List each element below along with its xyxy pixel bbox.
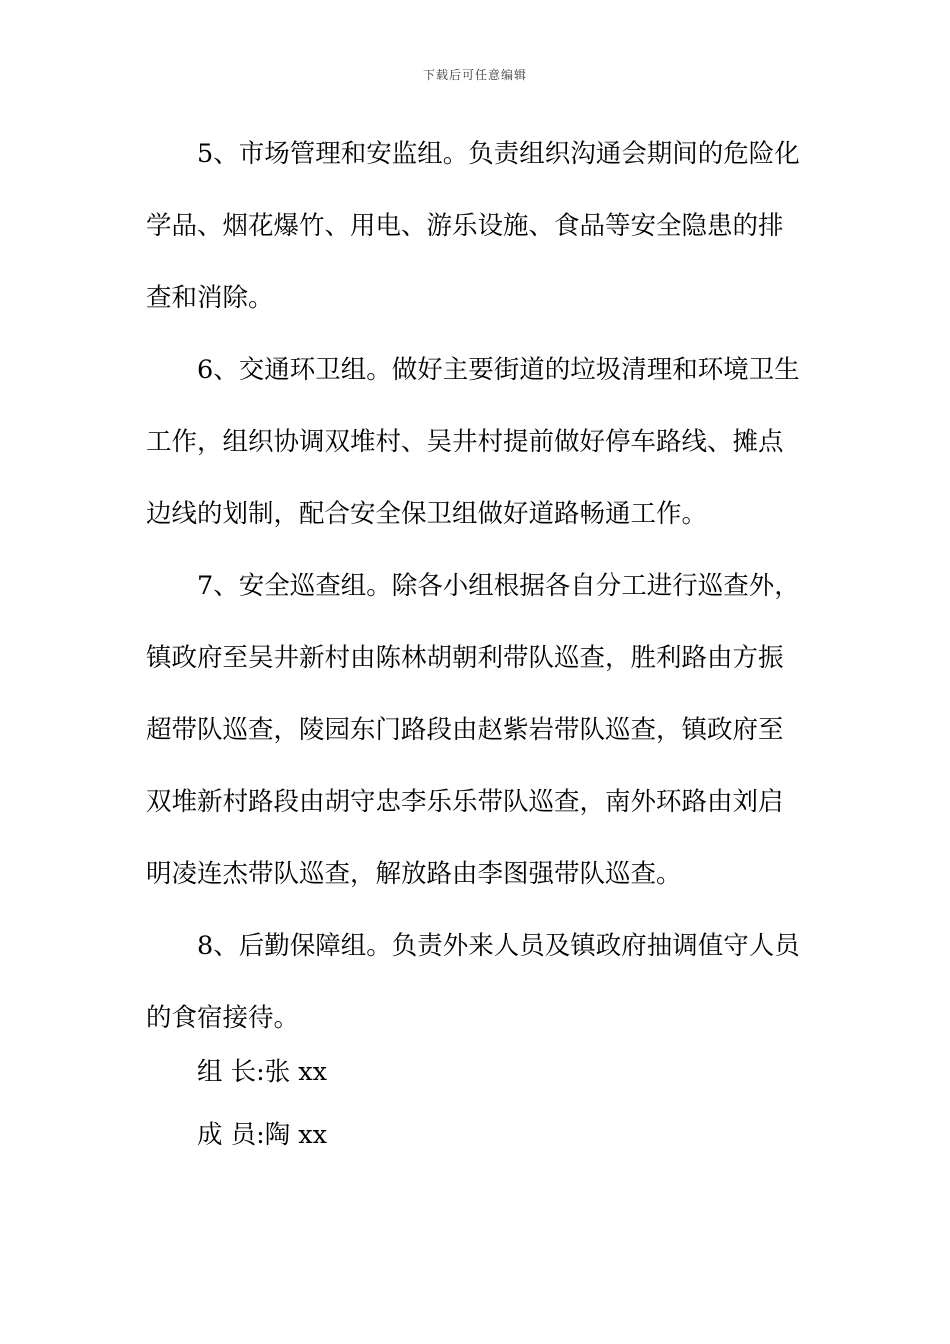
paragraph-line: 镇政府至吴井新村由陈林胡朝利带队巡查，胜利路由方振 xyxy=(146,643,784,673)
paragraph-line: 查和消除。 xyxy=(146,283,274,313)
document-body xyxy=(146,118,806,1054)
paragraph-6 xyxy=(146,334,806,550)
paragraph-line: 的食宿接待。 xyxy=(146,1003,300,1033)
paragraph-line: 边线的划制，配合安全保卫组做好道路畅通工作。 xyxy=(146,499,708,529)
paragraph-line: 超带队巡查，陵园东门路段由赵紫岩带队巡查，镇政府至 xyxy=(146,715,784,745)
group-leader-line: 组 长:张 xx xyxy=(197,1057,328,1087)
paragraph-8 xyxy=(146,910,806,1054)
paragraph-line: 工作，组织协调双堆村、吴井村提前做好停车路线、摊点 xyxy=(146,427,784,457)
paragraph-5 xyxy=(146,118,806,334)
paragraph-line: 7、安全巡查组。除各小组根据各自分工进行巡查外， xyxy=(197,571,800,601)
group-member-line: 成 员:陶 xx xyxy=(197,1120,328,1150)
paragraph-line: 明凌连杰带队巡查，解放路由李图强带队巡查。 xyxy=(146,859,682,889)
paragraph-line: 5、市场管理和安监组。负责组织沟通会期间的危险化 xyxy=(197,139,800,169)
paragraph-line: 双堆新村路段由胡守忠李乐乐带队巡查，南外环路由刘启 xyxy=(146,787,784,817)
paragraph-line: 6、交通环卫组。做好主要街道的垃圾清理和环境卫生 xyxy=(197,355,800,385)
header-note: 下载后可任意编辑 xyxy=(422,68,527,82)
paragraph-line: 学品、烟花爆竹、用电、游乐设施、食品等安全隐患的排 xyxy=(146,211,784,241)
paragraph-7 xyxy=(146,550,806,910)
paragraph-line: 8、后勤保障组。负责外来人员及镇政府抽调值守人员 xyxy=(197,931,800,961)
